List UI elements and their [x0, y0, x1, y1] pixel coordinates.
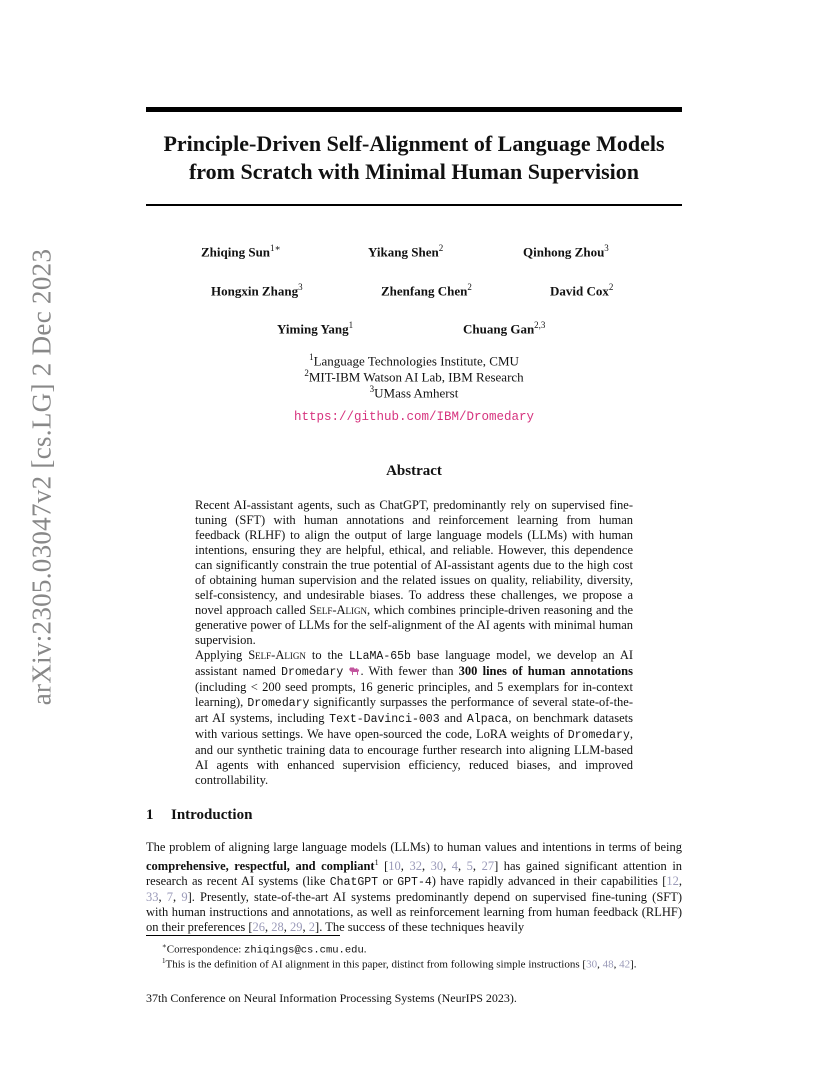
author-name: Zhiqing Sun: [201, 244, 271, 260]
text-span: ]. The success of these techniques heavily: [315, 920, 525, 935]
text-span: ) have rapidly advanced in their capabilities [: [431, 874, 667, 889]
citation[interactable]: 26: [252, 920, 266, 935]
text-span: and: [439, 711, 467, 725]
system-name: GPT-4: [397, 876, 432, 890]
citation[interactable]: 30: [430, 859, 444, 874]
title-bottom-rule: [146, 204, 682, 206]
system-name: Alpaca: [466, 713, 509, 726]
author-8: [463, 320, 545, 337]
text-span: . With fewer than: [360, 664, 459, 678]
text-span: (including < 200 seed prompts, 16 generic principles, and 5 exemplars for in-context learning),: [195, 680, 633, 709]
text-span: base language model, we develop an AI assistant named: [195, 648, 634, 678]
text-span: [: [378, 859, 389, 874]
affiliation-text: Language Technologies Institute, CMU: [313, 353, 519, 369]
text-span: , which combines principle-driven reasoning and the generative power of LLMs for the self-alignment of the AI agents with minimal human supervision.: [195, 603, 633, 647]
author-name: Qinhong Zhou: [523, 244, 605, 260]
citation[interactable]: 32: [409, 859, 422, 874]
text-span: to the: [305, 648, 349, 662]
text-span: Correspondence:: [166, 943, 245, 956]
base-model-name: LLaMA-65b: [348, 650, 411, 663]
footnote-sup: ∗: [162, 942, 167, 950]
assistant-name: Dromedary: [281, 666, 344, 679]
repo-link[interactable]: https://github.com/IBM/Dromedary: [293, 410, 535, 424]
citation[interactable]: 4: [451, 859, 458, 874]
section-heading: [146, 807, 252, 824]
abstract-heading: Abstract: [386, 463, 442, 479]
author-name: David Cox: [550, 283, 609, 299]
text-span: significantly surpasses the performance of several state-of-the-art AI systems, including: [195, 695, 633, 725]
title-line-1: Principle-Driven Self-Alignment of Language Models: [163, 131, 665, 156]
section-title: Introduction: [171, 807, 253, 823]
method-name: Self-Align: [248, 648, 306, 662]
author-sup: 2: [438, 243, 444, 253]
author-name: Yikang Shen: [368, 244, 439, 260]
arxiv-stamp-text: arXiv:2305.03047v2 [cs.LG] 2 Dec 2023: [26, 248, 57, 706]
footnote-sup: 1: [162, 957, 166, 965]
author-6: [550, 282, 613, 299]
abstract-paragraph-1: [195, 498, 633, 648]
citation[interactable]: 12: [666, 874, 679, 889]
citation[interactable]: 30: [586, 958, 598, 971]
text-span: or: [378, 874, 398, 889]
affiliation-sup: 3: [369, 384, 375, 394]
citation[interactable]: 27: [481, 859, 495, 874]
system-name: ChatGPT: [329, 876, 379, 890]
paper-title: [140, 130, 688, 186]
text-span: .: [363, 943, 367, 956]
citation[interactable]: 48: [602, 958, 614, 971]
assistant-name: Dromedary: [247, 697, 310, 710]
author-name: Yiming Yang: [277, 321, 349, 337]
text-span: This is the definition of AI alignment in this paper, distinct from following simple instructions [: [165, 958, 587, 971]
footnote-rule: [146, 935, 340, 936]
author-sup: 2: [467, 282, 472, 292]
method-name: Self-Align: [309, 603, 368, 617]
title-line-2: from Scratch with Minimal Human Supervision: [188, 159, 639, 184]
author-name: Hongxin Zhang: [211, 283, 299, 299]
citation[interactable]: 28: [271, 920, 284, 935]
intro-paragraph: The problem of aligning large language models (LLMs) to human values and intentions in terms of being comprehensive, respectful, and compliant$^1$ [10, 32, 30, 4, 5, 27] has gained significant attention in research as recent AI systems (like ChatGPT or GPT-4) have rapidly advanced in their capabilities [12, 33, 7, 9]. Presently, state-of-the-art AI systems predominantly depend on supervised fine-tuning (SFT) with human instructions and annotations, as well as reinforcement learning from human feedback (RLHF) on their preferences [26, 28, 29, 2]. The success of these techniques heavily: [146, 840, 683, 935]
camel-icon: [348, 664, 360, 676]
author-3: [523, 243, 609, 260]
author-sup: 2,3: [534, 320, 546, 330]
affiliation-text: MIT-IBM Watson AI Lab, IBM Research: [308, 369, 524, 385]
venue-footer: 37th Conference on Neural Information Processing Systems (NeurIPS 2023).: [146, 991, 517, 1005]
text-span: Recent AI-assistant agents, such as ChatGPT, predominantly rely on supervised fine-tuning (SFT) with human annotations and reinforcement learning from human feedback (RLHF) to align the output of large language models (LLMs) with human intentions, ensuring they are helpful, ethical, and reliable. However, this dependence can significantly constrain the true potential of AI-assistant agents due to the high cost of obtaining human supervision and the related issues on quality, reliability, diversity, self-consistency, and undesirable biases. To address these challenges, we propose a novel approach called: [195, 498, 633, 617]
author-2: [368, 243, 443, 260]
bold-phrase: comprehensive, respectful, and compliant: [146, 859, 375, 874]
author-1: [201, 243, 281, 260]
assistant-name: Dromedary: [567, 729, 630, 742]
affiliation-sup: 1: [309, 352, 314, 362]
author-7: [277, 320, 353, 337]
text-span: , on benchmark datasets with various settings. We have open-sourced the code, LoRA weights of: [195, 711, 633, 741]
author-sup: 2: [608, 282, 614, 292]
footnote-1: $^1$This is the definition of AI alignment in this paper, distinct from following simple instructions [30, 48, 42].: [162, 957, 637, 971]
text-span: Applying: [195, 648, 249, 662]
citation[interactable]: 5: [466, 859, 473, 874]
affiliation-sup: 2: [304, 368, 309, 378]
citation[interactable]: 9: [181, 890, 188, 905]
text-span: , and our synthetic training data to encourage further research into aligning LLM-based AI agents with enhanced supervision efficiency, reduced biases, and improved controllability.: [195, 727, 633, 787]
text-span: ].: [630, 958, 637, 971]
author-name: Chuang Gan: [463, 321, 535, 337]
citation[interactable]: 42: [619, 958, 631, 971]
footnote-marker[interactable]: 1: [374, 858, 379, 867]
abstract-body: [195, 498, 633, 788]
text-span: The problem of aligning large language models (LLMs) to human values and intentions in terms of being: [146, 840, 682, 854]
author-sup: 1: [348, 320, 354, 330]
author-sup: 3: [604, 243, 609, 253]
email-link[interactable]: zhiqings@cs.cmu.edu: [244, 944, 364, 957]
abstract-paragraph-2: [195, 648, 633, 788]
citation[interactable]: 2: [308, 920, 316, 935]
author-sup: 1∗: [270, 243, 281, 253]
bold-phrase: 300 lines of human annotations: [458, 664, 634, 678]
affiliation-3: [200, 381, 628, 401]
title-top-rule: [146, 107, 682, 112]
text-span: ]. Presently, state-of-the-art AI systems predominantly depend on supervised fine-tuning (SFT) with human instructions and annotations, as well as reinforcement learning from human feedback (RLHF) on their preferences [: [146, 890, 683, 935]
system-name: Text-Davinci-003: [329, 713, 440, 726]
citation[interactable]: 29: [290, 920, 303, 935]
author-name: Zhenfang Chen: [381, 283, 468, 299]
citation[interactable]: 10: [388, 859, 401, 874]
citation[interactable]: 33: [146, 890, 159, 905]
author-5: [381, 282, 472, 299]
citation[interactable]: 7: [166, 890, 174, 905]
text-span: ] has gained significant attention in research as recent AI systems (like: [146, 859, 683, 889]
section-number: 1: [146, 807, 154, 823]
affiliation-text: UMass Amherst: [374, 385, 459, 401]
author-sup: 3: [298, 282, 303, 292]
author-4: [211, 282, 303, 299]
